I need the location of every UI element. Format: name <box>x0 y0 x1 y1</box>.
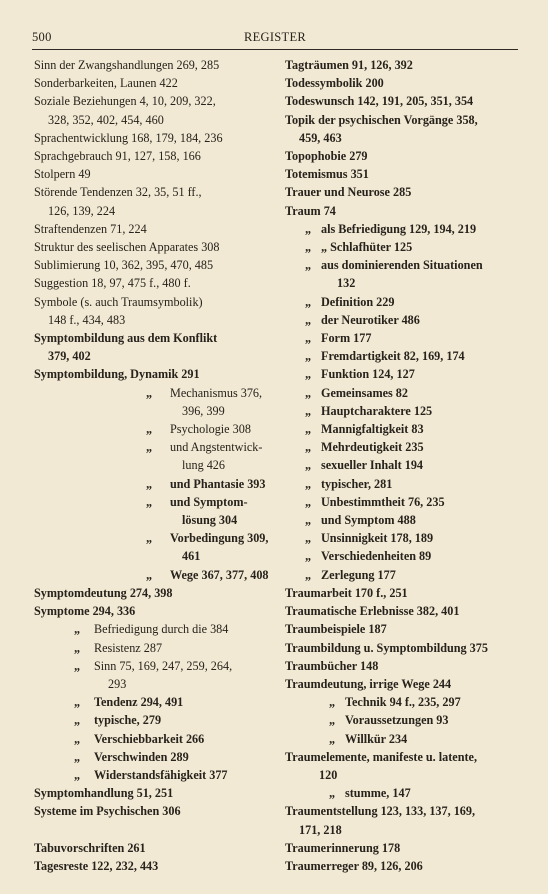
index-entry-text: Traumerreger 89, 126, 206 <box>285 858 423 873</box>
index-entry <box>34 365 271 383</box>
ditto-mark: „ <box>305 240 312 255</box>
ditto-mark: „ <box>305 367 312 382</box>
index-entry <box>285 730 521 748</box>
ditto-mark: „ <box>305 349 312 364</box>
ditto-mark: „ <box>305 312 312 327</box>
index-entry <box>285 365 521 383</box>
index-entry-text: Wege 367, 377, 408 <box>170 567 269 582</box>
index-entry <box>285 438 521 456</box>
ditto-mark: „ <box>74 713 81 728</box>
index-entry-text: Trauer und Neurose 285 <box>285 185 412 200</box>
index-entry <box>285 602 521 620</box>
index-entry-text: Widerstandsfähigkeit 377 <box>94 767 228 782</box>
index-entry-text: Verschwinden 289 <box>94 749 189 764</box>
index-entry <box>34 56 271 74</box>
index-entry <box>285 165 521 183</box>
index-entry <box>285 220 521 238</box>
index-entry-text: Traumentstellung 123, 133, 137, 169, <box>285 804 476 819</box>
ditto-mark: „ <box>74 731 81 746</box>
index-entry <box>285 129 521 147</box>
ditto-mark: „ <box>74 749 81 764</box>
index-entry <box>285 74 521 92</box>
index-entry <box>285 620 521 638</box>
index-entry-text: Systeme im Psychischen 306 <box>34 804 181 819</box>
ditto-mark: „ <box>305 531 312 546</box>
index-entry-text: Soziale Beziehungen 4, 10, 209, 322, <box>34 94 216 109</box>
index-entry-text: Verschiedenheiten 89 <box>321 549 432 564</box>
index-entry-text: 120 <box>319 767 338 782</box>
index-entry <box>34 438 271 456</box>
index-entry <box>285 675 521 693</box>
index-entry <box>34 183 271 201</box>
index-entry <box>285 384 521 402</box>
index-entry <box>285 529 521 547</box>
index-entry-text: Traumelemente, manifeste u. latente, <box>285 749 478 764</box>
page-number: 500 <box>32 30 52 44</box>
ditto-mark: „ <box>74 640 81 655</box>
index-entry-text: Form 177 <box>321 331 372 346</box>
index-entry <box>34 293 271 311</box>
index-entry-text: 379, 402 <box>48 349 91 364</box>
ditto-mark: „ <box>305 476 312 491</box>
index-entry <box>34 839 271 857</box>
index-entry-text: Befriedigung durch die 384 <box>94 622 229 637</box>
index-entry <box>285 693 521 711</box>
index-column-right <box>285 56 521 875</box>
index-entry <box>285 238 521 256</box>
index-entry-text: Sublimierung 10, 362, 395, 470, 485 <box>34 258 214 273</box>
index-entry <box>285 347 521 365</box>
index-entry <box>34 202 271 220</box>
index-entry-text: Straftendenzen 71, 224 <box>34 221 147 236</box>
index-entry <box>34 547 271 565</box>
ditto-mark: „ <box>74 658 81 673</box>
index-entry <box>285 311 521 329</box>
index-entry <box>34 511 271 529</box>
ditto-mark: „ <box>305 331 312 346</box>
index-entry-text: Todessymbolik 200 <box>285 76 384 91</box>
index-entry-text: Mannigfaltigkeit 83 <box>321 422 424 437</box>
index-entry <box>285 475 521 493</box>
index-entry <box>285 766 521 784</box>
index-entry-text: Willkür 234 <box>345 731 408 746</box>
index-entry-text: Symbole (s. auch Traumsymbolik) <box>34 294 203 309</box>
ditto-mark: „ <box>305 494 312 509</box>
index-entry-text: Suggestion 18, 97, 475 f., 480 f. <box>34 276 191 291</box>
ditto-mark: „ <box>305 458 312 473</box>
index-entry <box>285 657 521 675</box>
index-entry-text: 461 <box>182 549 201 564</box>
index-entry-text: aus dominierenden Situationen <box>321 258 483 273</box>
index-entry <box>285 420 521 438</box>
index-entry-text: Traumdeutung, irrige Wege 244 <box>285 676 452 691</box>
index-entry-text: 148 f., 434, 483 <box>48 312 126 327</box>
ditto-mark: „ <box>305 258 312 273</box>
index-entry-text: Traumarbeit 170 f., 251 <box>285 585 408 600</box>
ditto-mark: „ <box>305 403 312 418</box>
index-entry-text: Topophobie 279 <box>285 149 368 164</box>
ditto-mark: „ <box>146 385 153 400</box>
index-entry-text: typische, 279 <box>94 713 162 728</box>
header-rule <box>32 49 518 50</box>
index-entry-text: „ Schlafhüter 125 <box>321 240 413 255</box>
ditto-mark: „ <box>305 440 312 455</box>
index-entry-text: lösung 304 <box>182 513 238 528</box>
index-entry <box>285 711 521 729</box>
index-entry-text: und Angstentwick- <box>170 440 263 455</box>
index-entry <box>34 147 271 165</box>
index-entry-text: Mechanismus 376, <box>170 385 263 400</box>
index-entry-text: Voraussetzungen 93 <box>345 713 449 728</box>
ditto-mark: „ <box>74 767 81 782</box>
index-entry <box>34 784 271 802</box>
index-entry-text: Todeswunsch 142, 191, 205, 351, 354 <box>285 94 474 109</box>
index-entry-text: 328, 352, 402, 454, 460 <box>48 112 164 127</box>
index-entry <box>285 639 521 657</box>
index-entry <box>285 456 521 474</box>
index-entry-text: Symptomhandlung 51, 251 <box>34 786 174 801</box>
index-entry-text: Zerlegung 177 <box>321 567 396 582</box>
index-entry-text: Tagträumen 91, 126, 392 <box>285 58 413 72</box>
index-entry-text: 126, 139, 224 <box>48 203 116 218</box>
index-entry <box>34 529 271 547</box>
index-entry-text: und Symptom 488 <box>321 513 416 528</box>
index-entry-text: Funktion 124, 127 <box>321 367 415 382</box>
index-entry <box>285 92 521 110</box>
index-entry <box>285 183 521 201</box>
index-entry-text: Tendenz 294, 491 <box>94 695 184 710</box>
index-entry <box>34 456 271 474</box>
index-entry <box>285 202 521 220</box>
index-entry-text: Traumatische Erlebnisse 382, 401 <box>285 604 460 619</box>
index-entry-text: Verschiebbarkeit 266 <box>94 731 205 746</box>
index-entry <box>285 584 521 602</box>
index-entry-text: Symptombildung, Dynamik 291 <box>34 367 200 382</box>
index-entry-text: Gemeinsames 82 <box>321 385 408 400</box>
index-entry-text: Traumbücher 148 <box>285 658 379 673</box>
index-entry-text: Tagesreste 122, 232, 443 <box>34 858 159 873</box>
index-entry-text: stumme, 147 <box>345 786 411 801</box>
index-entry-text: Topik der psychischen Vorgänge 358, <box>285 112 478 127</box>
index-entry-text: als Befriedigung 129, 194, 219 <box>321 221 477 236</box>
ditto-mark: „ <box>329 731 336 746</box>
index-entry <box>34 766 271 784</box>
ditto-mark: „ <box>329 695 336 710</box>
index-entry-text: typischer, 281 <box>321 476 393 491</box>
index-entry-text: Störende Tendenzen 32, 35, 51 ff., <box>34 185 202 200</box>
index-entry-text: Symptomdeutung 274, 398 <box>34 585 173 600</box>
index-entry <box>34 566 271 584</box>
ditto-mark: „ <box>146 440 153 455</box>
index-entry-text: lung 426 <box>182 458 225 473</box>
ditto-mark: „ <box>305 294 312 309</box>
index-entry-text: Sprachgebrauch 91, 127, 158, 166 <box>34 149 201 164</box>
index-entry <box>34 857 271 875</box>
ditto-mark: „ <box>305 385 312 400</box>
ditto-mark: „ <box>329 713 336 728</box>
index-entry <box>34 730 271 748</box>
page-title: REGISTER <box>243 30 307 44</box>
index-entry-text: und Symptom- <box>170 494 248 509</box>
index-entry <box>285 857 521 875</box>
index-entry <box>285 111 521 129</box>
ditto-mark: „ <box>146 531 153 546</box>
index-entry <box>34 620 271 638</box>
ditto-mark: „ <box>305 422 312 437</box>
index-entry <box>285 402 521 420</box>
ditto-mark: „ <box>305 549 312 564</box>
index-entry <box>34 311 271 329</box>
index-entry <box>34 111 271 129</box>
index-entry <box>285 56 521 74</box>
index-entry <box>34 748 271 766</box>
index-entry-text: 459, 463 <box>299 130 342 145</box>
index-entry-text: Sinn der Zwangshandlungen 269, 285 <box>34 58 220 72</box>
index-entry-text: Traumbildung u. Symptombildung 375 <box>285 640 488 655</box>
index-entry-text: Stolpern 49 <box>34 167 91 182</box>
ditto-mark: „ <box>329 786 336 801</box>
index-entry <box>34 693 271 711</box>
index-entry <box>285 511 521 529</box>
index-entry <box>34 639 271 657</box>
index-entry <box>285 547 521 565</box>
index-entry <box>34 256 271 274</box>
index-entry <box>34 220 271 238</box>
index-entry-text: Sonderbarkeiten, Launen 422 <box>34 76 178 91</box>
ditto-mark: „ <box>305 513 312 528</box>
index-entry <box>285 748 521 766</box>
index-entry-text: der Neurotiker 486 <box>321 312 420 327</box>
index-entry <box>285 293 521 311</box>
index-entry-text: Totemismus 351 <box>285 167 369 182</box>
index-entry <box>34 657 271 675</box>
index-entry <box>34 347 271 365</box>
index-entry-text: sexueller Inhalt 194 <box>321 458 424 473</box>
ditto-mark: „ <box>146 422 153 437</box>
index-entry-text: Struktur des seelischen Apparates 308 <box>34 240 220 255</box>
ditto-mark: „ <box>305 221 312 236</box>
index-entry <box>285 566 521 584</box>
index-entry <box>285 274 521 292</box>
index-entry-text: Fremdartigkeit 82, 169, 174 <box>321 349 465 364</box>
ditto-mark: „ <box>74 695 81 710</box>
index-entry-text: Hauptcharaktere 125 <box>321 403 433 418</box>
index-entry <box>285 839 521 857</box>
index-entry-text: Mehrdeutigkeit 235 <box>321 440 424 455</box>
index-entry <box>34 584 271 602</box>
ditto-mark: „ <box>305 567 312 582</box>
index-entry-text: Symptombildung aus dem Konflikt <box>34 331 218 346</box>
index-entry <box>285 493 521 511</box>
index-entry <box>285 821 521 839</box>
index-entry <box>34 274 271 292</box>
index-entry-text: 293 <box>108 676 127 691</box>
index-entry-text: Definition 229 <box>321 294 395 309</box>
index-entry-text: 396, 399 <box>182 403 225 418</box>
index-entry <box>34 329 271 347</box>
index-entry <box>285 802 521 820</box>
ditto-mark: „ <box>74 622 81 637</box>
ditto-mark: „ <box>146 494 153 509</box>
index-entry-text: Sinn 75, 169, 247, 259, 264, <box>94 658 233 673</box>
index-entry <box>34 129 271 147</box>
index-entry <box>34 420 271 438</box>
index-entry <box>34 238 271 256</box>
page-header <box>32 30 518 48</box>
index-entry-text: Vorbedingung 309, <box>170 531 269 546</box>
index-entry-text: Psychologie 308 <box>170 422 251 437</box>
ditto-mark: „ <box>146 476 153 491</box>
index-entry-text: Traumerinnerung 178 <box>285 840 401 855</box>
index-entry-text: 132 <box>337 276 356 291</box>
index-entry <box>34 402 271 420</box>
index-entry <box>34 165 271 183</box>
index-entry <box>34 711 271 729</box>
index-entry-text: 171, 218 <box>299 822 342 837</box>
index-entry-text: Unbestimmtheit 76, 235 <box>321 494 445 509</box>
index-entry <box>34 602 271 620</box>
index-entry-text: Traumbeispiele 187 <box>285 622 387 637</box>
index-entry-text: und Phantasie 393 <box>170 476 266 491</box>
index-entry <box>34 675 271 693</box>
ditto-mark: „ <box>146 567 153 582</box>
index-entry <box>285 147 521 165</box>
index-entry-text: Tabuvorschriften 261 <box>34 840 146 855</box>
index-entry-text: Symptome 294, 336 <box>34 604 136 619</box>
index-entry <box>34 92 271 110</box>
index-entry <box>34 74 271 92</box>
index-entry <box>34 384 271 402</box>
index-entry <box>34 475 271 493</box>
index-column-left <box>34 56 271 875</box>
index-entry-text: Unsinnigkeit 178, 189 <box>321 531 434 546</box>
index-entry <box>285 784 521 802</box>
index-entry <box>34 802 271 820</box>
index-entry-text: Traum 74 <box>285 203 336 218</box>
index-entry <box>285 256 521 274</box>
index-entry <box>285 329 521 347</box>
index-entry-text: Sprachentwicklung 168, 179, 184, 236 <box>34 130 223 145</box>
index-entry-text: Technik 94 f., 235, 297 <box>345 695 461 710</box>
index-entry <box>34 493 271 511</box>
index-entry-text: Resistenz 287 <box>94 640 163 655</box>
